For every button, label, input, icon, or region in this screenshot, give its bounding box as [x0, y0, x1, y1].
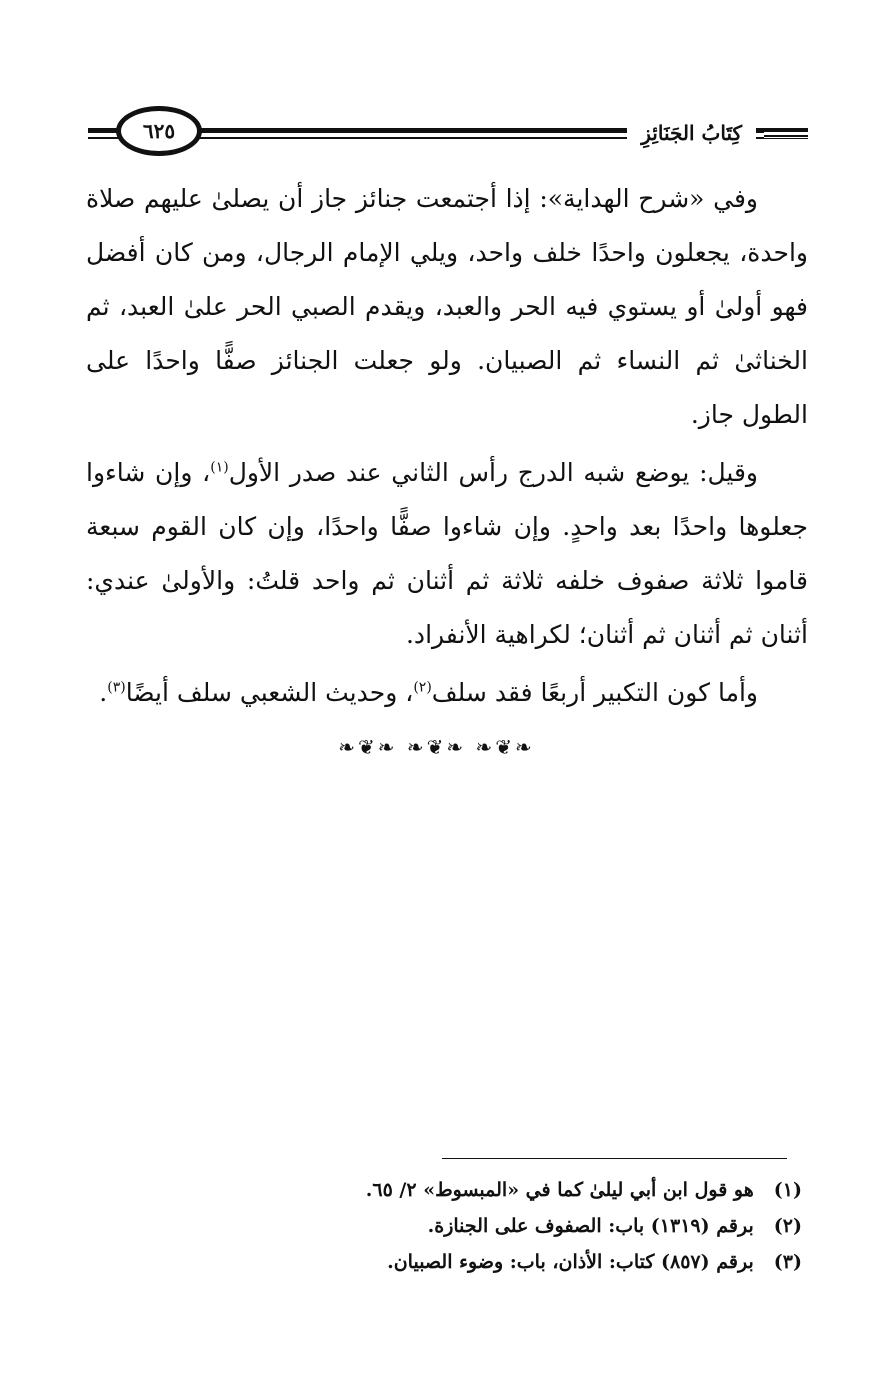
footnote-1 — [86, 1172, 808, 1208]
page-number: ٦٢٥ — [116, 106, 202, 156]
paragraph-2 — [86, 446, 808, 662]
chapter-title: كِتَابُ الجَنَائِزِ — [627, 116, 756, 150]
footnote-3 — [86, 1244, 808, 1280]
running-header — [88, 104, 808, 162]
paragraph-3 — [86, 666, 808, 720]
footnote-ref-3: (٣) — [107, 679, 126, 696]
footnote-2 — [86, 1208, 808, 1244]
header-rule-short — [764, 126, 808, 138]
paragraph-1: وفي «شرح الهداية»: إذا أجتمعت جنائز جاز أن يصلىٰ عليهم صلاة واحدة، يجعلون واحدًا خلف واحد، ويلي الإمام الرجال، ومن كان أفضل فهو أولىٰ أو يستوي فيه الحر والعبد، ويقدم الصبي الحر علىٰ العبد، ثم الخناثىٰ ثم النساء ثم الصبيان. ولو جعلت الجنائز صفًّا واحدًا على الطول جاز. — [86, 184, 808, 429]
footnote-3-text: برقم (٨٥٧) كتاب: الأذان، باب: وضوء الصبيان. — [387, 1251, 754, 1273]
footnote-separator — [442, 1158, 787, 1159]
paragraph-2-text-a: وقيل: يوضع شبه الدرج رأس الثاني عند صدر الأول — [228, 458, 758, 487]
paragraph-3-text-a: وأما كون التكبير أربعًا فقد سلف — [431, 678, 758, 707]
main-text — [86, 172, 808, 724]
footnote-3-number: (٣) — [773, 1251, 802, 1273]
paragraph-3-text-b: ، وحديث الشعبي سلف أيضًا — [125, 678, 414, 707]
footnote-1-text: هو قول ابن أبي ليلىٰ كما في «المبسوط» ٢/ ٦٥. — [365, 1179, 754, 1201]
footnotes — [86, 1172, 808, 1280]
footnote-ref-1: (١) — [210, 459, 229, 476]
paragraph-2-text-b: ، وإن شاءوا جعلوها واحدًا بعد واحدٍ. وإن شاءوا صفًّا واحدًا، وإن كان القوم سبعة قاموا ثلاثة صفوف خلفه ثلاثة ثم أثنان ثم واحد قلتُ: والأولىٰ عندي: أثنان ثم أثنان ثم أثنان؛ لكراهية الأنفراد. — [86, 458, 808, 649]
footnote-ref-2: (٢) — [413, 679, 432, 696]
footnote-2-text: برقم (١٣١٩) باب: الصفوف على الجنازة. — [427, 1215, 754, 1237]
section-ornament: ❧❦❧ ❧❦❧ ❧❦❧ — [338, 735, 535, 759]
footnote-1-number: (١) — [773, 1179, 802, 1201]
paragraph-3-text-c: . — [99, 678, 108, 707]
footnote-2-number: (٢) — [773, 1215, 802, 1237]
